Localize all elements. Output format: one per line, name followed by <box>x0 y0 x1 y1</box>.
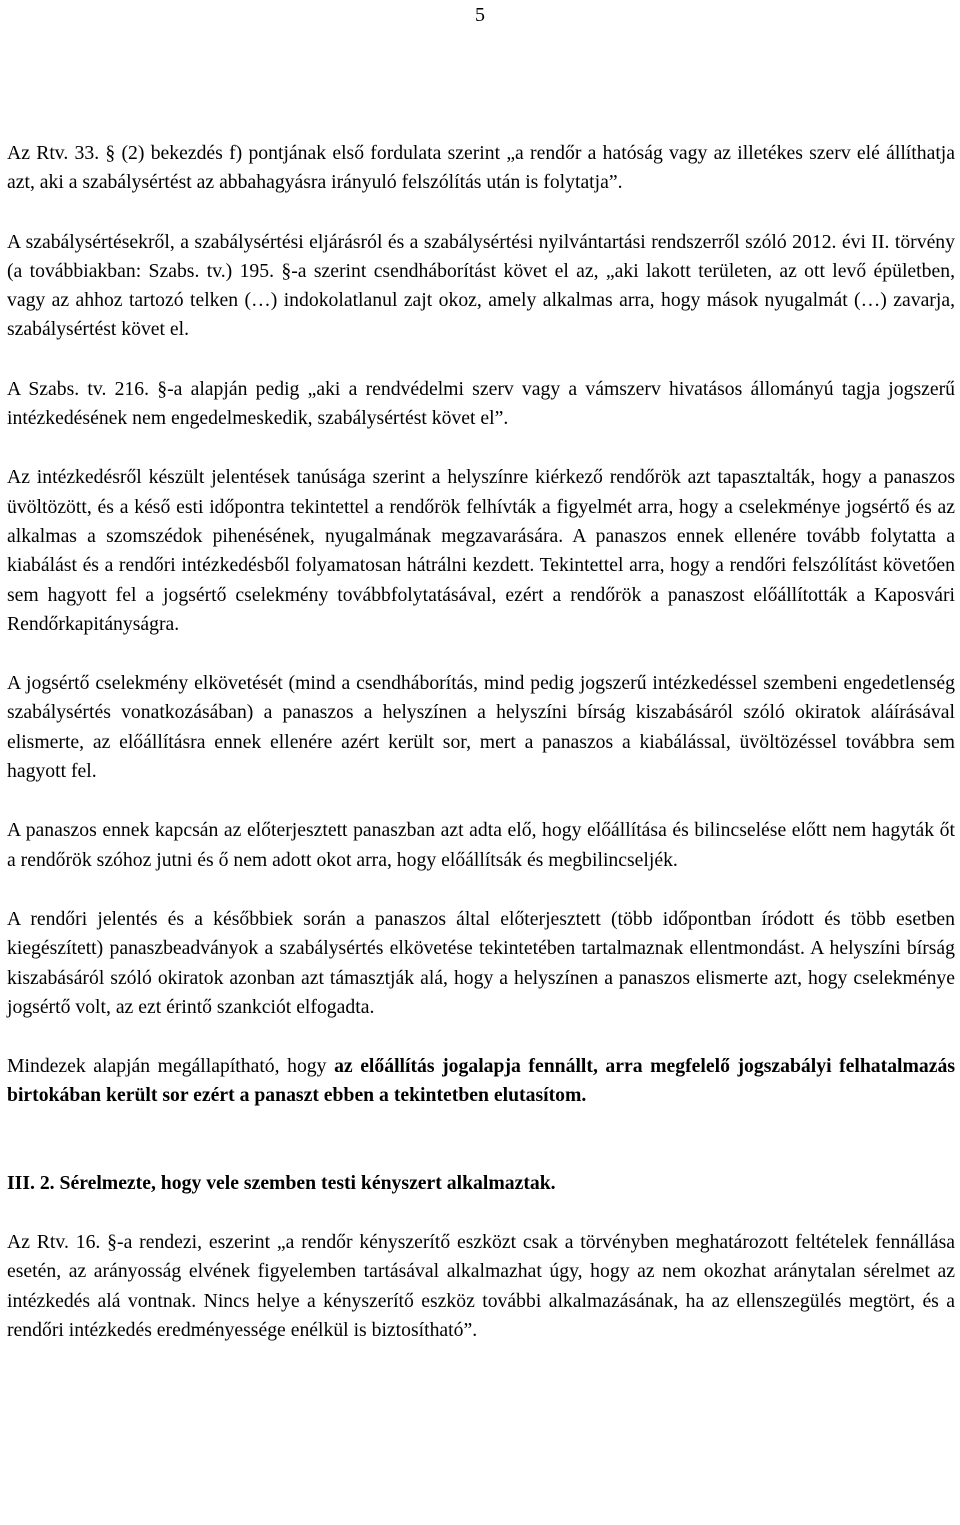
paragraph-complaint: A panaszos ennek kapcsán az előterjesztett panaszban azt adta elő, hogy előállítása és bilincselése előtt nem hagyták őt a rendőrök szóhoz jutni és ő nem adott okot arra, hogy előállítsák és megbilincseljék. <box>7 819 955 871</box>
section-heading-text: III. 2. Sérelmezte, hogy vele szemben testi kényszert alkalmaztak. <box>7 1171 556 1194</box>
paragraph-rtv-33: Az Rtv. 33. § (2) bekezdés f) pontjának első fordulata szerint „a rendőr a hatóság vagy az illetékes szerv elé állíthatja azt, aki a szabálysértést az abbahagyásra irányuló felszólítás után is folytatja”. <box>7 142 955 194</box>
conclusion-intro: Mindezek alapján megállapítható, hogy <box>7 1055 335 1078</box>
paragraph-szabs-195: A szabálysértésekről, a szabálysértési eljárásról és a szabálysértési nyilvántartási rendszerről szóló 2012. évi II. törvény (a továbbiakban: Szabs. tv.) 195. §-a szerint csendháborítást követ el az, „aki lakott területen, az ott levő épületben, vagy az ahhoz tartozó telken (…) indokolatlanul zajt okoz, amely alkalmas arra, hogy mások nyugalmát (…) zavarja, szabálysértést követ el. <box>7 230 955 341</box>
paragraph-conclusion <box>7 1052 955 1111</box>
paragraph-admission: A jogsértő cselekmény elkövetését (mind a csendháborítás, mind pedig jogszerű intézkedéssel szembeni engedetlenség szabálysértés vonatkozásában) a panaszos a helyszínen a helyszíni bírság kiszabásáról szóló okiratok aláírásával elismerte, az előállításra ennek ellenére azért került sor, mert a panaszos a kiabálással, üvöltözéssel továbbra sem hagyott fel. <box>7 672 955 783</box>
document-body <box>7 139 955 1345</box>
paragraph-szabs-216: A Szabs. tv. 216. §-a alapján pedig „aki a rendvédelmi szerv vagy a vámszerv hivatásos állományú tagja jogszerű intézkedésének nem engedelmeskedik, szabálysértést követ el”. <box>7 377 955 430</box>
page-number: 5 <box>475 4 485 26</box>
section-heading <box>7 1169 955 1198</box>
paragraph-report-findings: Az intézkedésről készült jelentések tanúsága szerint a helyszínre kiérkező rendőrök azt tapasztalták, hogy a panaszos üvöltözött, és a késő esti időpontra tekintettel a rendőrök felhívták a figyelmét arra, hogy a cselekménye jogsértő és az alkalmas a szomszédok pihenésének, nyugalmának megzavarására. A panaszos ennek ellenére tovább folytatta a kiabálást és a rendőri intézkedésből folyamatosan hátrálni kezdett. Tekintettel arra, hogy a rendőri felszólítást követően sem hagyott fel a jogsértő cselekmény továbbfolytatásával, ezért a rendőrök a panaszost előállították a Kaposvári Rendőrkapitányságra. <box>7 466 955 635</box>
paragraph-contradiction: A rendőri jelentés és a későbbiek során a panaszos által előterjesztett (több időpontban íródott és több esetben kiegészített) panaszbeadványok a szabálysértés elkövetése tekintetében tartalmaznak ellentmondást. A helyszíni bírság kiszabásáról szóló okiratok azonban azt támasztják alá, hogy a helyszínen a panaszos elismerte azt, hogy cselekménye jogsértő volt, az ezt érintő szankciót elfogadta. <box>7 907 955 1018</box>
paragraph-rtv-16: Az Rtv. 16. §-a rendezi, eszerint „a rendőr kényszerítő eszközt csak a törvényben meghatározott feltételek fennállása esetén, az arányosság elvének figyelemben tartásával alkalmazhat úgy, hogy az nem okozhat aránytalan sérelmet az intézkedés alá vontnak. Nincs helye a kényszerítő eszköz további alkalmazásának, ha az ellenszegülés megtört, és a rendőri intézkedés eredményessége enélkül is biztosítható”. <box>7 1231 955 1341</box>
conclusion-decision: az előállítás jogalapja fennállt, arra megfelelő jogszabályi felhatalmazás birtokában került sor ezért a panaszt ebben a tekintetben elutasítom. <box>7 1055 956 1107</box>
